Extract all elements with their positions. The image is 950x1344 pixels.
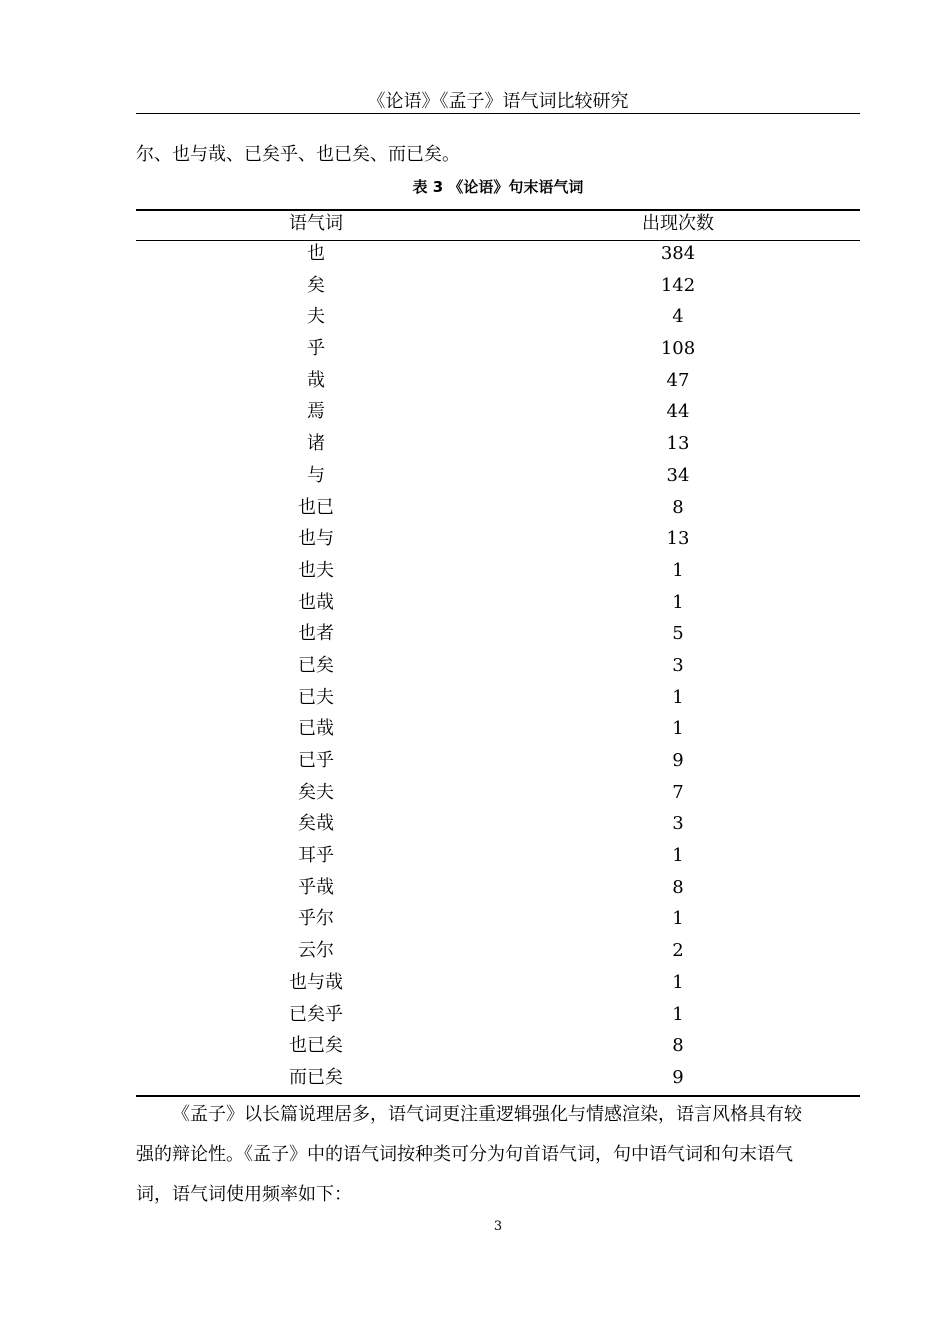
particle-cell: 已哉 bbox=[298, 718, 334, 740]
count-cell: 8 bbox=[672, 876, 684, 898]
count-cell: 1 bbox=[672, 591, 684, 613]
count-cell: 1 bbox=[672, 686, 684, 708]
count-cell: 34 bbox=[666, 464, 690, 486]
table-row bbox=[136, 305, 860, 337]
table-row bbox=[136, 337, 860, 369]
particle-cell: 乎 bbox=[307, 338, 325, 360]
table-row bbox=[136, 1066, 860, 1098]
particle-cell: 已矣乎 bbox=[289, 1003, 343, 1025]
count-cell: 1 bbox=[672, 908, 684, 930]
table-row bbox=[136, 369, 860, 401]
particle-cell: 已乎 bbox=[298, 750, 334, 771]
table-row bbox=[136, 1034, 860, 1066]
table-row bbox=[136, 432, 860, 464]
table-row bbox=[136, 591, 860, 623]
particle-cell: 乎哉 bbox=[298, 876, 334, 898]
table-row bbox=[136, 622, 860, 654]
particle-cell: 乎尔 bbox=[298, 908, 334, 930]
table-row bbox=[136, 400, 860, 432]
table-row bbox=[136, 876, 860, 908]
count-cell: 13 bbox=[666, 528, 690, 550]
count-cell: 8 bbox=[672, 496, 684, 518]
table-row bbox=[136, 781, 860, 813]
count-cell: 108 bbox=[660, 338, 696, 360]
table-row bbox=[136, 812, 860, 844]
table-row bbox=[136, 242, 860, 274]
table-row bbox=[136, 559, 860, 591]
particle-cell: 已夫 bbox=[298, 686, 334, 708]
particle-cell: 也与哉 bbox=[289, 971, 343, 993]
particle-cell: 夫 bbox=[307, 306, 325, 328]
table-row bbox=[136, 274, 860, 306]
page-header: 《论语》《孟子》语气词比较研究 bbox=[136, 91, 860, 114]
count-cell: 47 bbox=[666, 369, 690, 391]
table-row bbox=[136, 844, 860, 876]
particle-cell: 也与 bbox=[298, 528, 334, 550]
column-header-particle: 语气词 bbox=[289, 213, 343, 234]
particle-cell: 也已矣 bbox=[289, 1035, 343, 1057]
page-number: 3 bbox=[493, 1219, 503, 1234]
table-row bbox=[136, 907, 860, 939]
particle-cell: 也哉 bbox=[298, 591, 334, 613]
count-cell: 1 bbox=[672, 845, 684, 867]
table-header-rule bbox=[136, 240, 860, 241]
intro-line: 尔、也与哉、已矣乎、也已矣、而已矣。 bbox=[136, 144, 460, 165]
table-body bbox=[136, 242, 860, 1098]
column-header-count: 出现次数 bbox=[642, 213, 714, 234]
table-top-rule bbox=[136, 209, 860, 211]
count-cell: 5 bbox=[672, 623, 684, 645]
count-cell: 2 bbox=[672, 940, 684, 962]
count-cell: 1 bbox=[672, 1003, 684, 1025]
count-cell: 3 bbox=[672, 654, 684, 676]
table-row bbox=[136, 971, 860, 1003]
count-cell: 9 bbox=[672, 1066, 684, 1088]
table-caption: 表 3 《论语》句末语气词 bbox=[412, 178, 584, 196]
particle-cell: 矣哉 bbox=[298, 813, 334, 835]
count-cell: 8 bbox=[672, 1035, 684, 1057]
particle-cell: 矣夫 bbox=[298, 781, 334, 803]
table-row bbox=[136, 717, 860, 749]
particle-cell: 也夫 bbox=[298, 559, 334, 581]
particle-cell: 而已矣 bbox=[289, 1066, 343, 1088]
table-row bbox=[136, 686, 860, 718]
paragraph-line-3: 词，语气词使用频率如下： bbox=[136, 1184, 352, 1205]
paragraph-line-2: 强的辩论性。《孟子》中的语气词按种类可分为句首语气词，句中语气词和句末语气 bbox=[136, 1144, 793, 1165]
particle-cell: 耳乎 bbox=[298, 845, 334, 867]
count-cell: 1 bbox=[672, 718, 684, 740]
particle-cell: 与 bbox=[307, 464, 325, 486]
count-cell: 1 bbox=[672, 559, 684, 581]
count-cell: 4 bbox=[672, 306, 684, 328]
particle-cell: 哉 bbox=[307, 369, 325, 391]
particle-cell: 焉 bbox=[307, 401, 325, 423]
table-row bbox=[136, 527, 860, 559]
count-cell: 13 bbox=[666, 433, 690, 455]
table-row bbox=[136, 1003, 860, 1035]
table-row bbox=[136, 464, 860, 496]
paragraph-line-1: 《孟子》以长篇说理居多，语气词更注重逻辑强化与情感渲染，语言风格具有较 bbox=[172, 1104, 802, 1125]
count-cell: 7 bbox=[672, 781, 684, 803]
particle-cell: 也已 bbox=[298, 496, 334, 518]
table-row bbox=[136, 496, 860, 528]
particle-cell: 诸 bbox=[307, 433, 325, 455]
table-row bbox=[136, 749, 860, 781]
count-cell: 1 bbox=[672, 971, 684, 993]
particle-cell: 也者 bbox=[298, 623, 334, 645]
table-row bbox=[136, 939, 860, 971]
particle-cell: 已矣 bbox=[298, 654, 334, 676]
count-cell: 142 bbox=[660, 274, 696, 296]
count-cell: 9 bbox=[672, 750, 684, 771]
table-row bbox=[136, 654, 860, 686]
particle-cell: 也 bbox=[307, 243, 325, 264]
count-cell: 44 bbox=[666, 401, 690, 423]
count-cell: 384 bbox=[660, 243, 696, 264]
count-cell: 3 bbox=[672, 813, 684, 835]
particle-cell: 矣 bbox=[307, 274, 325, 296]
particle-cell: 云尔 bbox=[298, 940, 334, 962]
